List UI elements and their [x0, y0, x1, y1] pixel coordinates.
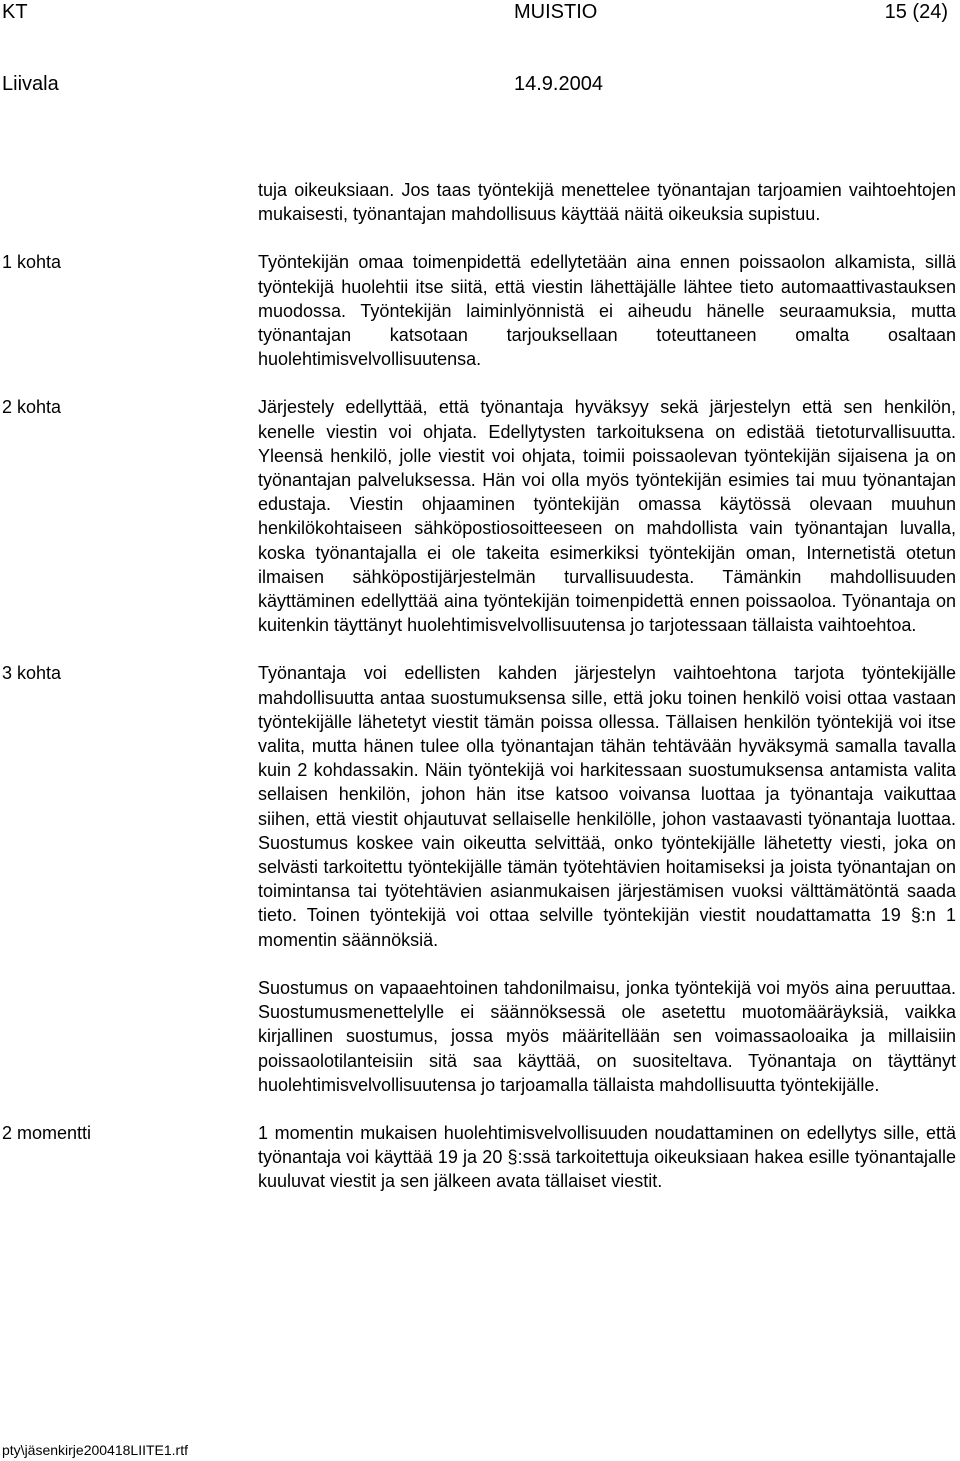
section-paragraph: Työntekijän omaa toimenpidettä edellytetään aina ennen poissaolon alkamista, sillä työntekijä huolehtii itse siitä, että viestin lähettäjälle lähtee tieto automaattivastauksen muodossa. Työntekijän laiminlyönnistä ei aiheudu hänelle seuraamuksia, mutta työnantajan katsotaan tarjouksellaan toteuttaneen omalta osaltaan huolehtimisvelvollisuutensa. [258, 252, 956, 370]
section-label: 2 momentti [2, 1122, 92, 1143]
header-appendix: Liivala [2, 73, 59, 95]
header-doc-type: MUISTIO [514, 1, 598, 23]
section-label: 3 kohta [2, 663, 62, 684]
section-paragraph: 1 momentin mukaisen huolehtimisvelvollisuuden noudattaminen on edellytys sille, että työnantaja voi käyttää 19 ja 20 §:ssä tarkoitettuja oikeuksiaan hakea esille työnantajalle kuuluvat viestit ja sen jälkeen avata tällaiset viestit. [258, 1122, 956, 1192]
section-paragraph: Työnantaja voi edellisten kahden järjestelyn vaihtoehtona tarjota työntekijälle mahdollisuutta antaa suostumuksensa sille, että joku toinen henkilö voisi ottaa vastaan työntekijälle lähetetyt viestit tämän poissa ollessa. Tällaisen henkilön työntekijä voi itse valita, mutta hänen tulee olla työnantajan tähän tehtävään hyväksymä samalla tavalla kuin 2 kohdassakin. Näin työntekijä voi harkitessaan suostumuksensa antamista valita sellaisen henkilön, johon hän itse katsoo voivansa luottaa ja työnantaja vaikuttaa siihen, että viestit ohjautuvat sellaiselle henkilölle, johon vastaavasti työnantaja luottaa. Suostumus koskee vain oikeutta selvittää, onko työntekijälle lähetetty viesti, joka on selvästi tarkoitettu työntekijälle tämän työtehtävien hoitamiseksi ja joista työnantajan on toimintansa tai työtehtävien asianmukaisen järjestämisen vuoksi välttämätöntä saada tieto. Toinen työntekijä voi ottaa selville työntekijän viestit noudattamatta 19 §:n 1 momentin säännöksiä. [258, 663, 956, 950]
footer-file-path: pty\jäsenkirje200418LIITE1.rtf [2, 1442, 188, 1458]
section-label: 2 kohta [2, 397, 62, 418]
section-paragraph: tuja oikeuksiaan. Jos taas työntekijä menettelee työnantajan tarjoamien vaihtoehtojen mukaisesti, työnantajan mahdollisuus käyttää näitä oikeuksia supistuu. [258, 180, 956, 225]
page-header [2, 0, 948, 26]
section-block [0, 1121, 960, 1194]
section-block [0, 976, 960, 1097]
page-subheader [2, 72, 948, 98]
section-label: 1 kohta [2, 252, 62, 273]
document-body [0, 178, 960, 1218]
header-org: KT [2, 1, 28, 23]
section-block [0, 250, 960, 371]
section-block [0, 395, 960, 637]
section-paragraph: Järjestely edellyttää, että työnantaja hyväksyy sekä järjestelyn että sen henkilön, kenelle viestin voi ohjata. Edellytysten tarkoituksena on edistää tietoturvallisuutta. Yleensä henkilö, jolle viestit voi ohjata, toimii poissaolevan työntekijän sijaisena ja on työnantajan palveluksessa. Hän voi olla myös työntekijän esimies tai muu työnantajan edustaja. Viestin ohjaaminen työntekijän omassa käytössä olevaan muuhun henkilökohtaiseen sähköpostiosoitteeseen on mahdollista vain työnantajan luvalla, koska työnantajalla ei ole takeita esimerkiksi työntekijän oman, Internetistä otetun ilmaisen sähköpostijärjestelmän turvallisuudesta. Tämänkin mahdollisuuden käyttäminen edellyttää aina työntekijän toimenpidettä ennen poissaoloa. Työnantaja on kuitenkin täyttänyt huolehtimisvelvollisuutensa jo tarjotessaan tällaista vaihtoehtoa. [258, 397, 956, 636]
section-block [0, 661, 960, 951]
header-date: 14.9.2004 [514, 73, 603, 95]
section-block [0, 178, 960, 226]
section-paragraph: Suostumus on vapaaehtoinen tahdonilmaisu, jonka työntekijä voi myös aina peruuttaa. Suostumusmenettelylle ei säännöksessä ole asetettu muotomääräyksiä, vaikka kirjallinen suostumus, jossa myös määritellään sen voimassaoloaika ja millaisiin poissaolotilanteisiin sitä saa käyttää, on suositeltava. Työnantaja on täyttänyt huolehtimisvelvollisuutensa jo tarjoamalla tällaista mahdollisuutta työntekijälle. [258, 977, 956, 1095]
header-page-number: 15 (24) [884, 1, 948, 23]
